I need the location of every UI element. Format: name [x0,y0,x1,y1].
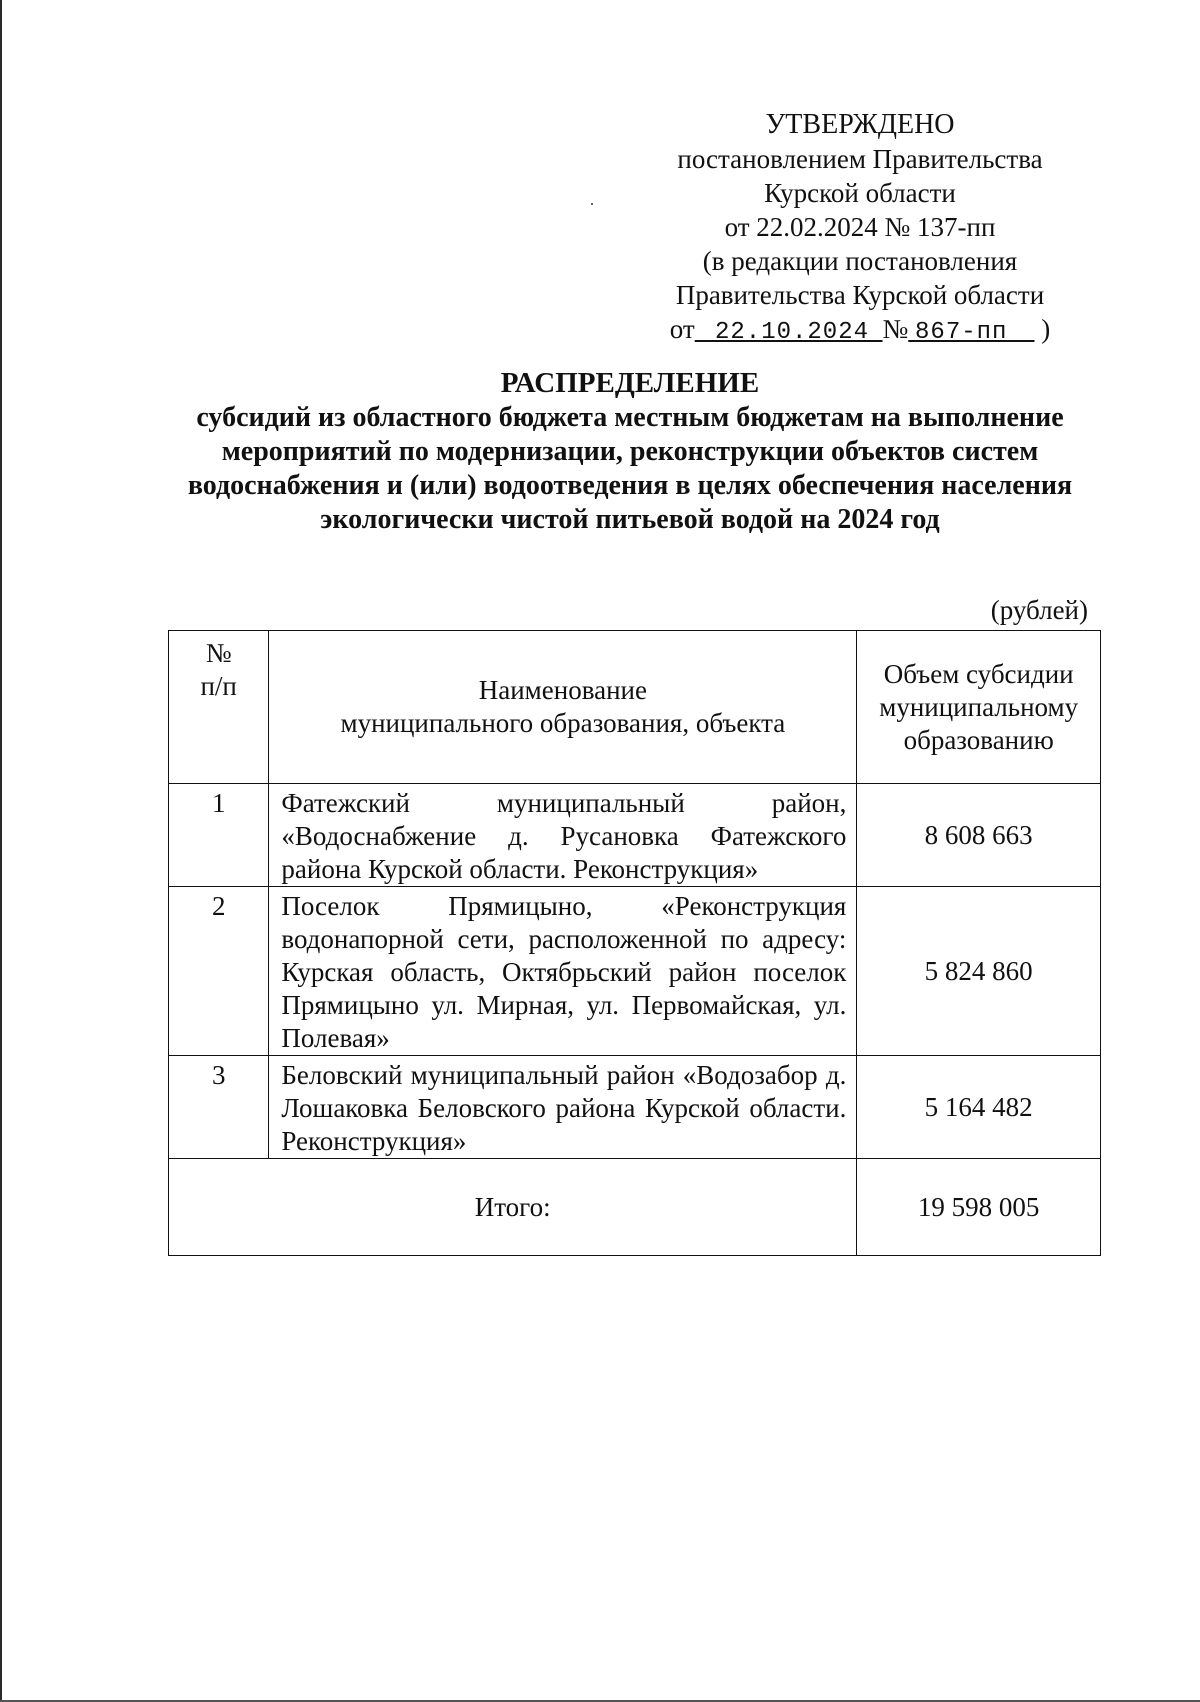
document-subtitle-line: мероприятий по модернизации, реконструкции объектов систем [221,436,1039,467]
amendment-blank [908,314,1034,344]
approval-line: Курской области [764,178,956,208]
row-number: 3 [169,1056,269,1159]
approval-block [600,108,1120,350]
subsidy-table [168,630,1101,1256]
table-row [169,784,1101,887]
row-amount: 5 164 482 [857,1056,1101,1159]
row-name: Поселок Прямицыно, «Реконструкция водонапорной сети, расположенной по адресу: Курская область, Октябрьский район поселок Прямицыно ул. Мирная, ул. Первомайская, ул. Полевая» [269,887,857,1056]
header-name-line: Наименование [478,675,647,705]
approval-title: УТВЕРЖДЕНО [765,109,955,140]
document-subtitle-line: экологически чистой питьевой водой на 2024 год [320,504,940,535]
approval-line: постановлением Правительства [677,144,1043,174]
amendment-number: 867-пп [915,319,1008,346]
total-label: Итого: [169,1159,857,1256]
row-amount: 5 824 860 [857,887,1101,1056]
row-name: Беловский муниципальный район «Водозабор д. Лошаковка Беловского района Курской области. Реконструкция» [269,1056,857,1159]
amendment-prefix: от [669,314,695,344]
table-row [169,887,1101,1056]
header-amount [857,631,1101,784]
total-row [169,1159,1101,1256]
table-row [169,1056,1101,1159]
header-amount-line: образованию [903,724,1054,755]
header-number-sign: № [205,638,232,668]
amendment-date: 22.10.2024 [714,319,870,346]
row-number: 2 [169,887,269,1056]
approval-line: Правительства Курской области [675,280,1045,310]
amendment-number-sign: № [882,314,909,344]
header-amount-line: муниципальному [879,691,1079,722]
table-header-row [169,631,1101,784]
row-number: 1 [169,784,269,887]
document-heading: РАСПРЕДЕЛЕНИЕ [500,367,760,399]
units-label: (рублей) [990,595,1088,625]
document-subtitle-line: водоснабжения и (или) водоотведения в целях обеспечения населения [187,470,1073,501]
approval-line: (в редакции постановления [702,246,1018,276]
document-title [140,366,1120,537]
amendment-line [600,312,1120,350]
amendment-blank [695,314,883,344]
header-number-label: п/п [200,671,237,701]
scan-edge-left [0,0,2,1702]
header-number [169,631,269,784]
scan-speck [591,203,593,205]
amendment-close: ) [1041,314,1051,344]
approval-line: от 22.02.2024 № 137-пп [724,212,996,242]
header-amount-line: Объем субсидии [883,658,1074,689]
document-subtitle-line: субсидий из областного бюджета местным бюджетам на выполнение [196,402,1064,433]
row-amount: 8 608 663 [857,784,1101,887]
row-name: Фатежский муниципальный район, «Водоснабжение д. Русановка Фатежского района Курской области. Реконструкция» [269,784,857,887]
header-name-line: муниципального образования, объекта [340,708,786,738]
header-name [269,631,857,784]
total-amount: 19 598 005 [857,1159,1101,1256]
